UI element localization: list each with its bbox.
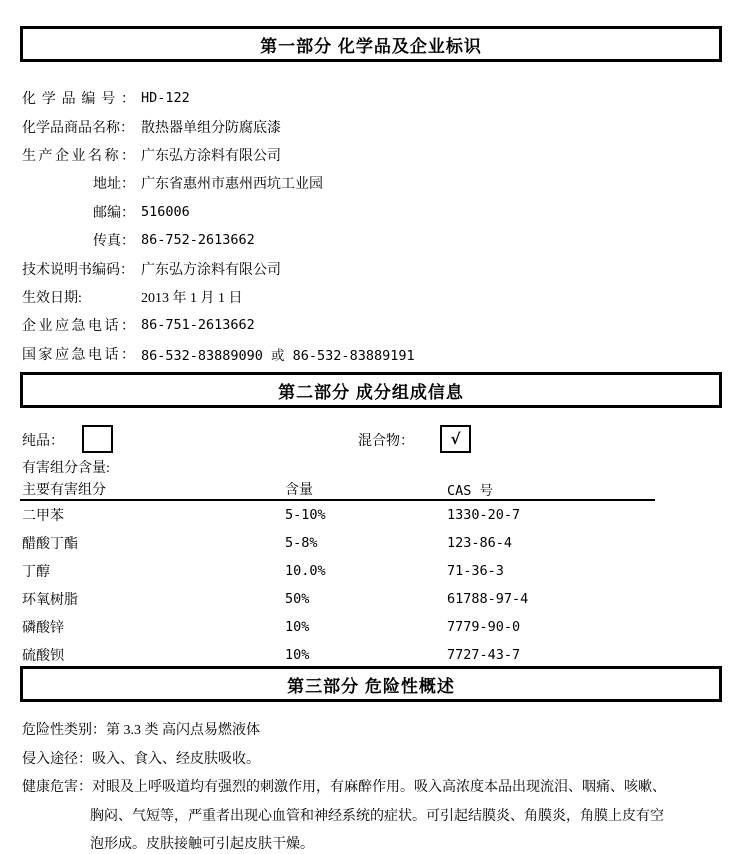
component-content: 10%	[285, 647, 310, 663]
field-value: 广东弘方涂料有限公司	[141, 148, 281, 164]
harmful-components-heading: 有害组分含量:	[22, 461, 110, 476]
section2-title: 第二部分 成分组成信息	[278, 382, 464, 402]
field-label: 技术说明书编码：	[22, 262, 134, 278]
field-national-emergency-phone	[22, 340, 722, 368]
health-hazard-line-3: 泡形成。皮肤接触可引起皮肤干燥。	[90, 837, 314, 852]
table-row	[20, 557, 722, 585]
component-cas: 71-36-3	[447, 563, 504, 579]
field-label: 化学品商品名称：	[22, 120, 134, 136]
component-name: 环氧树脂	[22, 593, 78, 608]
field-label: 邮编：	[93, 205, 135, 221]
field-value: 516006	[141, 203, 190, 220]
component-name: 硫酸钡	[22, 649, 64, 664]
component-cas: 123-86-4	[447, 535, 513, 551]
pure-substance-checkbox[interactable]	[82, 425, 113, 453]
mixture-checkbox-checkmark-icon: √	[450, 430, 461, 448]
component-content: 10.0%	[285, 563, 326, 579]
health-hazard-text: 对眼及上呼吸道均有强烈的刺激作用，有麻醉作用。吸入高浓度本品出现流泪、咽痛、咳嗽、	[92, 780, 666, 795]
component-content: 5-8%	[285, 535, 318, 551]
table-header-row	[20, 479, 655, 501]
field-value: 86-751-2613662	[141, 317, 255, 334]
field-value: 86-532-83889090 或 86-532-83889191	[141, 347, 415, 364]
field-datasheet-code	[22, 254, 722, 282]
health-hazard-line-2: 胸闷、气短等，严重者出现心血管和神经系统的症状。可引起结膜炎、角膜炎，角膜上皮有空	[90, 808, 664, 824]
exposure-route-label: 侵入途径：	[22, 751, 92, 767]
hazard-class-label: 危险性类别：	[22, 723, 106, 738]
exposure-route-value: 吸入、食入、经皮肤吸收。	[92, 751, 260, 767]
field-label: 化学品编号：	[22, 92, 135, 108]
component-cas: 7779-90-0	[447, 619, 521, 635]
table-row	[20, 585, 722, 613]
field-value: 2013 年 1 月 1 日	[141, 290, 243, 306]
section3-title: 第三部分 危险性概述	[287, 676, 455, 696]
section2-header-box	[20, 372, 722, 408]
field-company-emergency-phone	[22, 311, 722, 339]
exposure-route-line	[22, 746, 722, 775]
field-value: 广东弘方涂料有限公司	[141, 262, 281, 278]
table-row	[20, 529, 722, 557]
field-address	[22, 169, 722, 197]
field-value: 广东省惠州市惠州西坑工业园	[141, 177, 323, 193]
field-label: 国家应急电话：	[22, 347, 135, 363]
component-name: 磷酸锌	[22, 621, 64, 636]
field-trade-name	[22, 112, 722, 140]
mixture-checkbox[interactable]	[440, 425, 471, 453]
table-row	[20, 613, 722, 641]
health-hazard-label: 健康危害：	[22, 780, 92, 795]
field-label: 地址：	[93, 177, 135, 193]
composition-table	[20, 479, 722, 669]
field-postcode	[22, 198, 722, 226]
hazard-class-value: 第 3.3 类 高闪点易燃液体	[106, 723, 260, 738]
component-cas: 7727-43-7	[447, 647, 521, 663]
field-value: 86-752-2613662	[141, 232, 255, 249]
field-effective-date	[22, 283, 722, 311]
component-name: 二甲苯	[22, 509, 64, 524]
hazard-class-line	[22, 717, 722, 746]
field-value: HD-122	[141, 90, 190, 107]
health-hazard-line-1	[22, 774, 722, 803]
table-row	[20, 501, 722, 529]
component-content: 5-10%	[285, 507, 326, 523]
field-manufacturer	[22, 141, 722, 169]
column-header-component: 主要有害组分	[22, 483, 106, 498]
section3-header-box	[20, 666, 722, 702]
field-value: 散热器单组分防腐底漆	[141, 120, 281, 136]
pure-substance-label: 纯品：	[22, 434, 64, 449]
field-label: 生产企业名称：	[22, 148, 135, 164]
field-label: 企业应急电话：	[22, 319, 135, 335]
field-label: 生效日期:	[22, 290, 82, 306]
field-label: 传真：	[93, 234, 135, 250]
section1-title: 第一部分 化学品及企业标识	[260, 36, 482, 56]
field-fax	[22, 226, 722, 254]
component-content: 10%	[285, 619, 310, 635]
field-chemical-number	[22, 84, 722, 112]
component-cas: 1330-20-7	[447, 507, 521, 523]
component-content: 50%	[285, 591, 310, 607]
component-name: 醋酸丁酯	[22, 537, 78, 552]
component-cas: 61788-97-4	[447, 591, 529, 607]
section1-header-box	[20, 26, 722, 62]
component-name: 丁醇	[22, 565, 50, 580]
table-row	[20, 641, 722, 669]
table-body	[20, 501, 722, 669]
identification-fields	[22, 84, 722, 368]
column-header-cas: CAS 号	[447, 483, 494, 499]
mixture-label: 混合物：	[358, 434, 414, 449]
hazard-summary	[22, 717, 722, 854]
column-header-content: 含量	[285, 483, 313, 498]
